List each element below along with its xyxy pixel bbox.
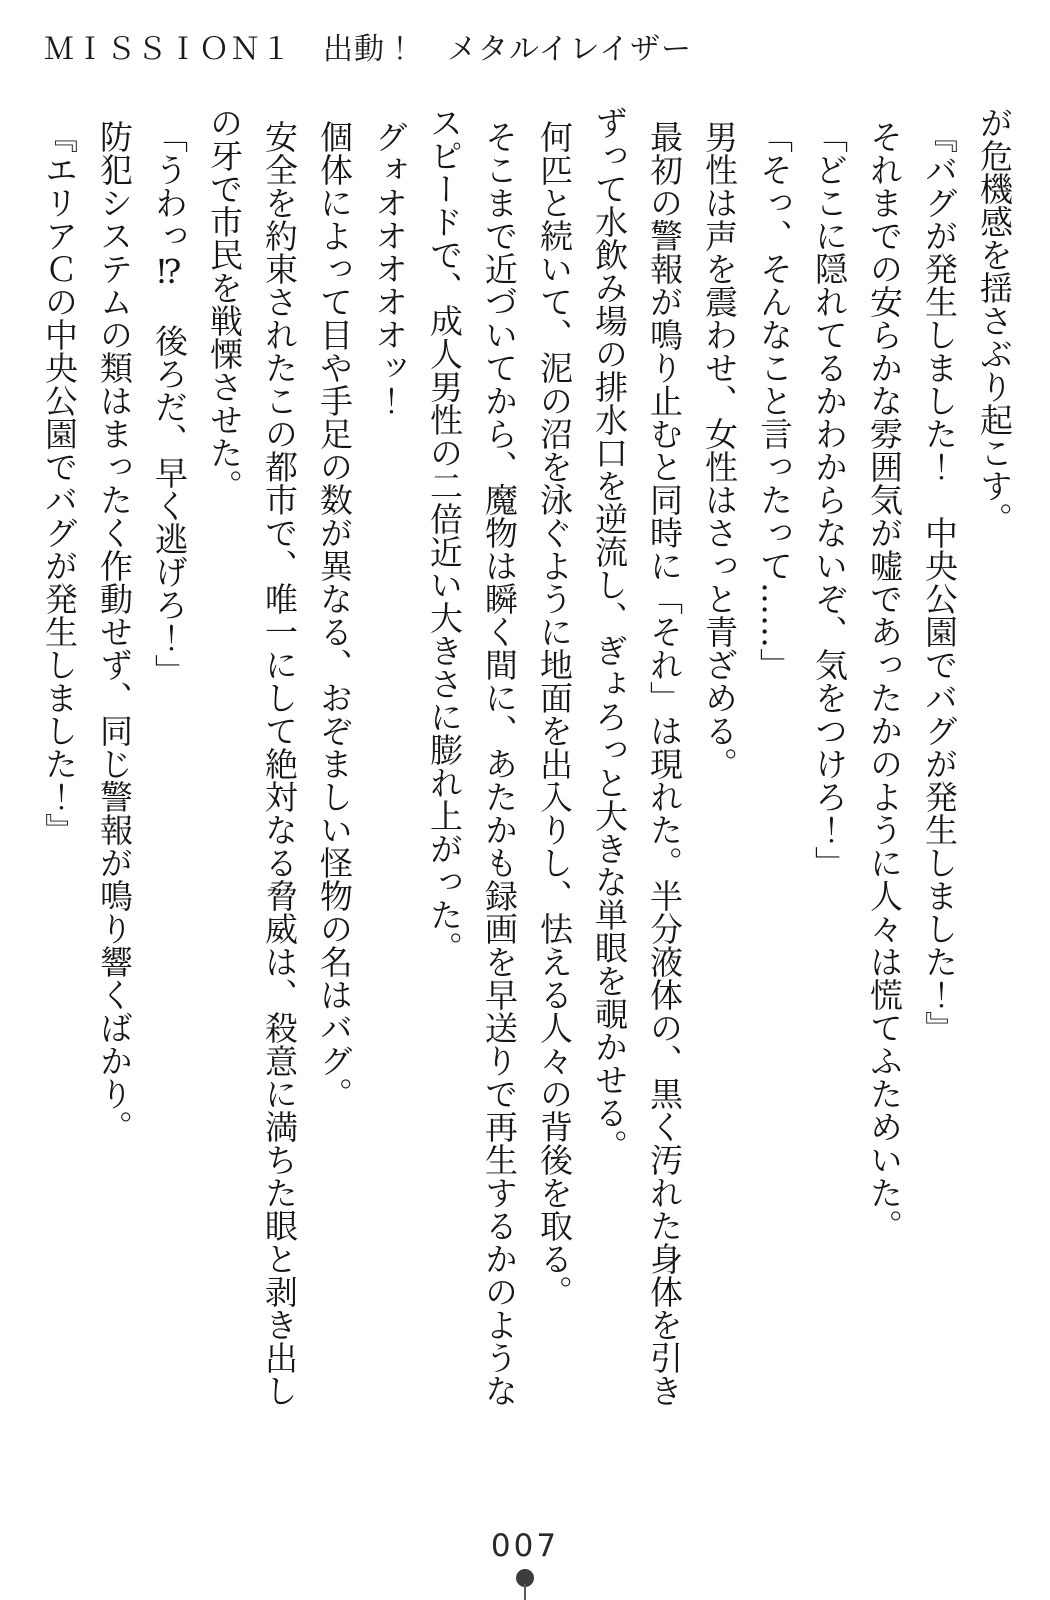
body-text [32, 106, 1022, 1428]
paragraph: 個体によって目や手足の数が異なる、おぞましい怪物の名はバグ。 [315, 119, 354, 1110]
paragraph: 最初の警報が鳴り止むと同時に「それ」は現れた。半分液体の、黒く汚れた身体を引きずって水飲み場の排水口を逆流し、ぎょろっと大きな単眼を覗かせる。 [590, 106, 684, 1407]
paragraph: が危機感を揺さぶり起こす。 [975, 106, 1014, 535]
paragraph: 「うわっ⁉ 後ろだ、早く逃げろ！」 [150, 119, 189, 687]
paragraph: そこまで近づいてから、魔物は瞬く間に、あたかも録画を早送りで再生するかのようなスピードで、成人男性の二倍近い大きさに膨れ上がった。 [425, 106, 519, 1407]
paragraph: それまでの安らかな雰囲気が嘘であったかのように人々は慌てふためいた。 [865, 119, 904, 1242]
chapter-header: ＭＩＳＳＩＯＮ１ 出動！ メタルイレイザー [44, 32, 692, 67]
paragraph: 『エリアＣの中央公園でバグが発生しました！』 [40, 119, 79, 846]
page-number: 007 [490, 1528, 560, 1564]
paragraph: 「どこに隠れてるかわからないぞ、気をつけろ！」 [810, 119, 849, 879]
paragraph: 男性は声を震わせ、女性はさっと青ざめる。 [700, 119, 739, 780]
dot-ornament-stem [524, 1584, 526, 1600]
paragraph: 防犯システムの類はまったく作動せず、同じ警報が鳴り響くばかり。 [95, 119, 134, 1143]
paragraph: 安全を約束されたこの都市で、唯一にして絶対なる脅威は、殺意に満ちた眼と剥き出しの牙で市民を戦慄させた。 [205, 106, 299, 1407]
paragraph: 「そっ、そんなこと言ったって……」 [755, 119, 794, 681]
paragraph: グォオオオオオッ！ [370, 119, 409, 417]
paragraph: 『バグが発生しました！ 中央公園でバグが発生しました！』 [920, 119, 959, 1044]
paragraph: 何匹と続いて、泥の沼を泳ぐように地面を出入りし、怯える人々の背後を取る。 [535, 119, 574, 1308]
